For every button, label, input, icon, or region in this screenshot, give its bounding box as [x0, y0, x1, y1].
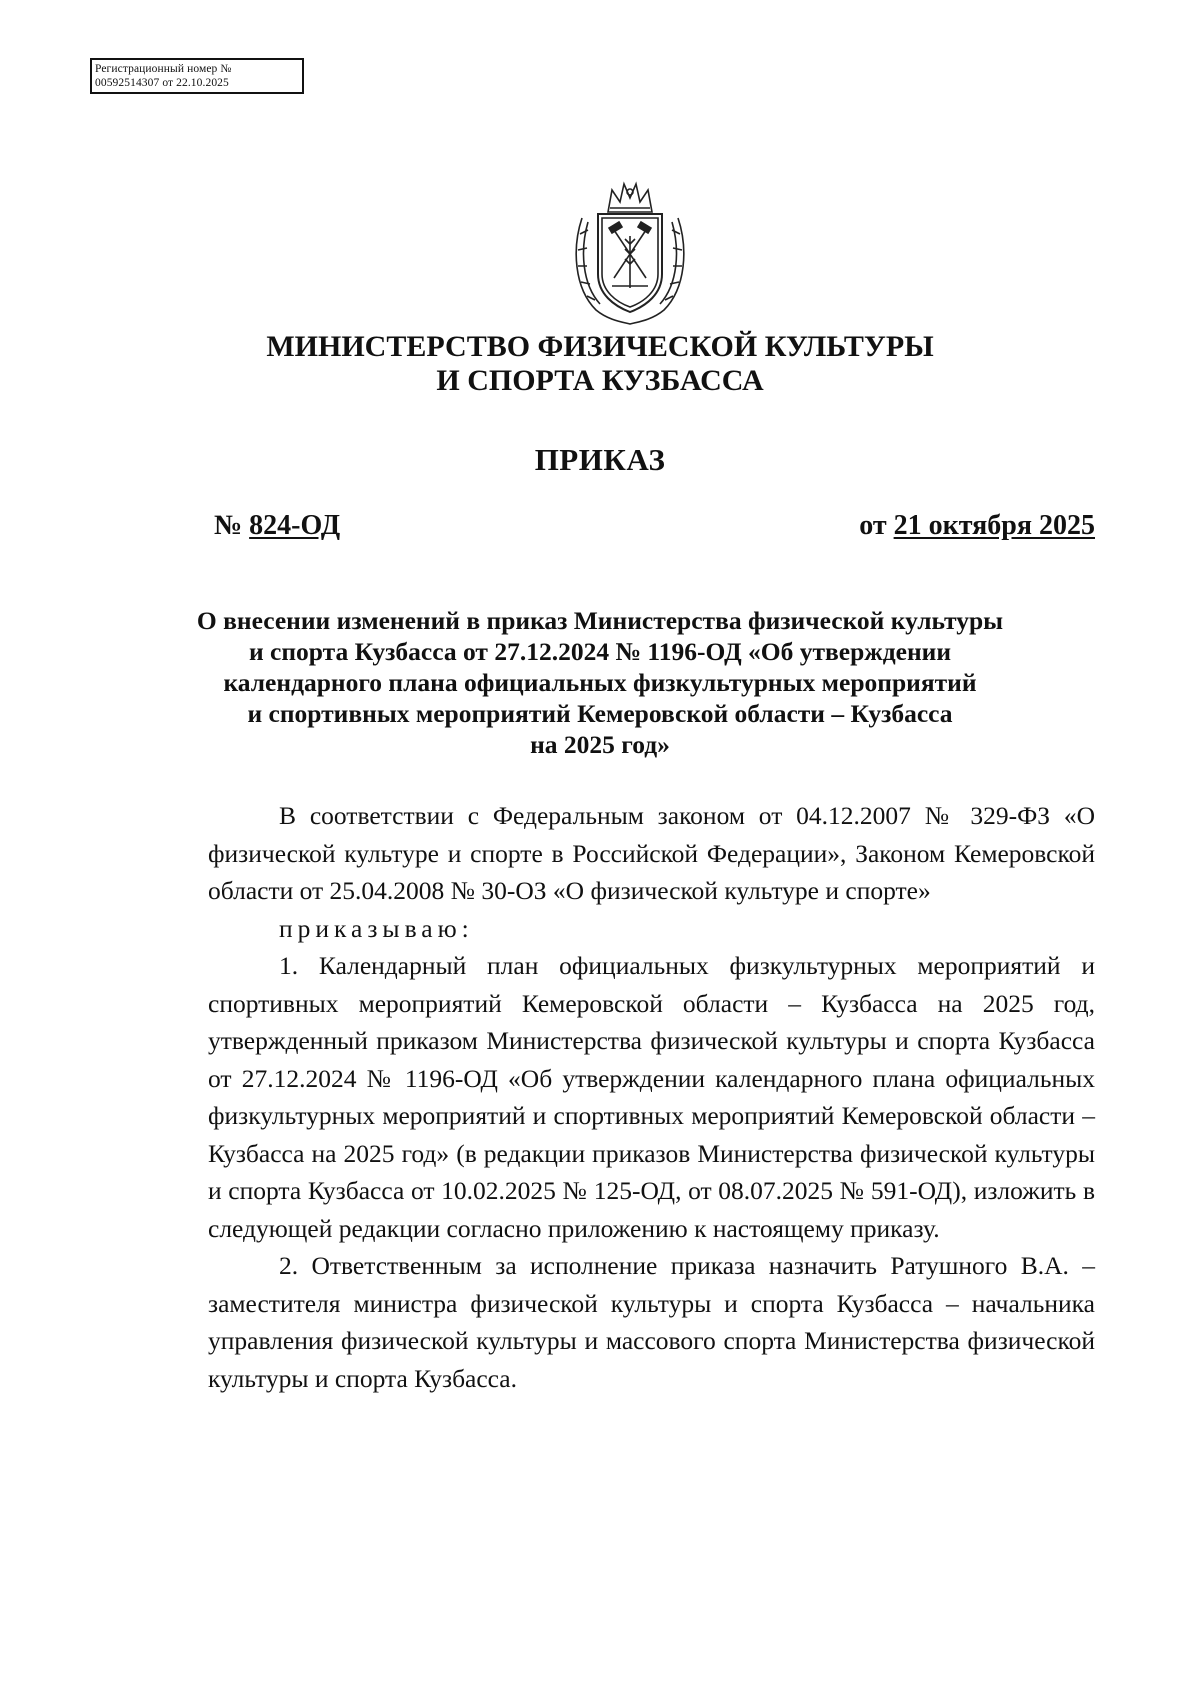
item-1-paragraph: 1. Календарный план официальных физкультурных мероприятий и спортивных мероприятий Кемеровской области – Кузбасса на 2025 год, утвержденный приказом Министерства физической культуры и спорта Кузбасса от 27.12.2024 № 1196-ОД «Об утверждении календарного плана официальных физкультурных мероприятий и спортивных мероприятий Кемеровской области – Кузбасса на 2025 год» (в редакции приказов Министерства физической культуры и спорта Кузбасса от 10.02.2025 № 125-ОД, от 08.07.2025 № 591-ОД), изложить в следующей редакции согласно приложению к настоящему приказу.: [208, 951, 1095, 1243]
ministry-line-2: И СПОРТА КУЗБАССА: [436, 364, 764, 397]
order-number: [214, 510, 340, 542]
order-date-value: 21 октября 2025: [893, 510, 1095, 541]
document-title: ПРИКАЗ: [534, 442, 666, 477]
subject-line-2: и спорта Кузбасса от 27.12.2024 № 1196-ОД «Об утверждении: [248, 637, 952, 666]
subject-line-4: и спортивных мероприятий Кемеровской области – Кузбасса: [247, 699, 953, 728]
order-body: [208, 797, 1095, 1397]
order-number-value: 824-ОД: [249, 510, 341, 541]
item-2-paragraph: 2. Ответственным за исполнение приказа назначить Ратушного В.А. – заместителя министра физической культуры и спорта Кузбасса – начальника управления физической культуры и массового спорта Министерства физической культуры и спорта Кузбасса.: [208, 1251, 1095, 1393]
order-number-prefix: №: [214, 510, 250, 541]
stamp-line-1: Регистрационный номер №: [95, 63, 232, 75]
preamble-paragraph: В соответствии с Федеральным законом от 04.12.2007 № 329-ФЗ «О физической культуре и спорте в Российской Федерации», Законом Кемеровской области от 25.04.2008 № 30-ОЗ «О физической культуре и спорте»: [208, 801, 1095, 905]
order-date-prefix: от: [859, 510, 894, 541]
ministry-line-1: МИНИСТЕРСТВО ФИЗИЧЕСКОЙ КУЛЬТУРЫ: [266, 330, 934, 363]
stamp-line-2: 00592514307 от 22.10.2025: [95, 77, 229, 89]
order-date: [859, 510, 1095, 542]
ministry-name: [0, 330, 1200, 398]
subject-line-3: календарного плана официальных физкультурных мероприятий: [223, 668, 977, 697]
subject-line-5: на 2025 год»: [530, 730, 670, 759]
kuzbass-coat-of-arms-icon: [568, 178, 692, 326]
order-subject: [150, 605, 1050, 760]
registration-stamp: [90, 58, 304, 94]
subject-line-1: О внесении изменений в приказ Министерства физической культуры: [196, 606, 1004, 635]
directive-word: приказываю:: [279, 913, 474, 943]
